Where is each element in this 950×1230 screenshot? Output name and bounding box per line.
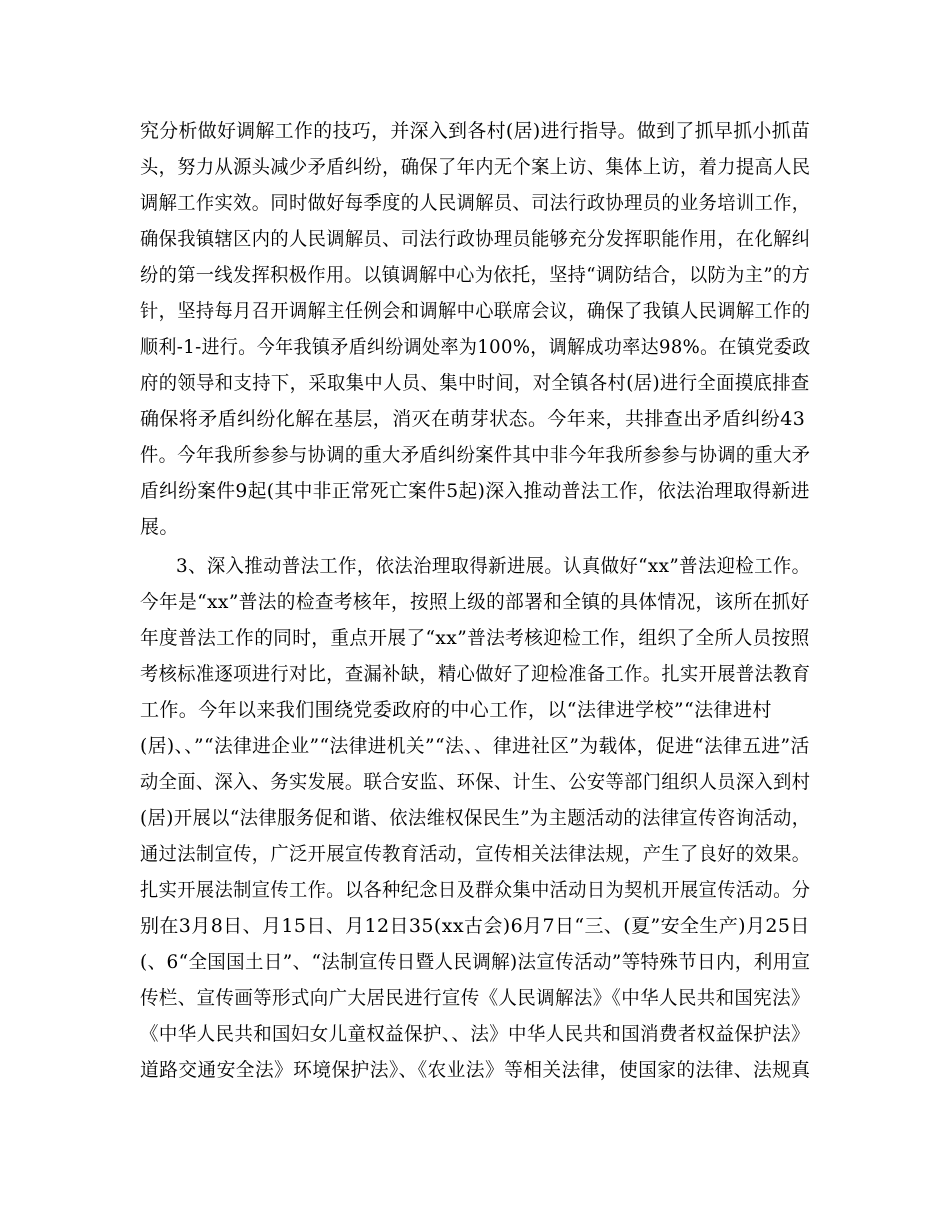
text-line: 年度普法工作的同时，重点开展了“xx”普法考核迎检工作，组织了全所人员按照 [140, 627, 810, 649]
text-line: 确保将矛盾纠纷化解在基层，消灭在萌芽状态。今年来，共排查出矛盾纠纷43 [140, 408, 806, 430]
text-line: 府的领导和支持下，采取集中人员、集中时间，对全镇各村(居)进行全面摸底排查 [140, 372, 810, 394]
text-line: (居)开展以“法律服务促和谐、依法维权保民生”为主题活动的法律宣传咨询活动， [140, 807, 811, 829]
text-line: 针，坚持每月召开调解主任例会和调解中心联席会议，确保了我镇人民调解工作的 [140, 300, 811, 322]
text-line: (居)、、”“法律进企业”“法律进机关”“法、、律进社区”为载体，促进“法律五进”活 [140, 735, 810, 757]
text-line: 道路交通安全法》环境保护法》、《农业法》等相关法律，使国家的法律、法规真 [140, 1059, 811, 1081]
text-line: 展。 [140, 516, 179, 538]
text-line: 盾纠纷案件9起(其中非正常死亡案件5起)深入推动普法工作，依法治理取得新进 [140, 480, 810, 502]
text-line: 头，努力从源头减少矛盾纠纷，确保了年内无个案上访、集体上访，着力提高人民 [140, 156, 811, 178]
paragraph-heading: 3、深入推动普法工作，依法治理取得新进展。认真做好“xx”普法迎检工作。 [176, 555, 811, 577]
text-line: 工作。今年以来我们围绕党委政府的中心工作，以“法律进学校”“法律进村 [140, 699, 772, 721]
text-line: 件。今年我所参参与协调的重大矛盾纠纷案件其中非今年我所参参与协调的重大矛 [140, 444, 811, 466]
text-line: 传栏、宣传画等形式向广大居民进行宣传《人民调解法》《中华人民共和国宪法》 [140, 987, 810, 1009]
text-line: 究分析做好调解工作的技巧，并深入到各村(居)进行指导。做到了抓早抓小抓苗 [140, 120, 811, 142]
text-line: 确保我镇辖区内的人民调解员、司法行政协理员能够充分发挥职能作用，在化解纠 [140, 228, 811, 250]
text-line: 《中华人民共和国妇女儿童权益保护、、法》中华人民共和国消费者权益保护法》 [140, 1023, 810, 1045]
text-line: 今年是“xx”普法的检查考核年，按照上级的部署和全镇的具体情况，该所在抓好 [140, 591, 810, 613]
text-line: 考核标准逐项进行对比，查漏补缺，精心做好了迎检准备工作。扎实开展普法教育 [140, 663, 811, 685]
text-line: 纷的第一线发挥积极作用。以镇调解中心为依托，坚持“调防结合，以防为主”的方 [140, 264, 811, 286]
text-line: 通过法制宣传，广泛开展宣传教育活动，宣传相关法律法规，产生了良好的效果。 [140, 843, 811, 865]
text-line: 顺利-1-进行。今年我镇矛盾纠纷调处率为100%，调解成功率达98%。在镇党委政 [140, 336, 811, 358]
text-line: 别在3月8日、月15日、月12日35(xx古会)6月7日“三、(夏”安全生产)月25日 [140, 915, 810, 937]
text-line: 动全面、深入、务实发展。联合安监、环保、计生、公安等部门组织人员深入到村 [140, 771, 811, 793]
text-line: 扎实开展法制宣传工作。以各种纪念日及群众集中活动日为契机开展宣传活动。分 [140, 879, 811, 901]
text-line: 调解工作实效。同时做好每季度的人民调解员、司法行政协理员的业务培训工作， [140, 192, 811, 214]
text-line: (、6“全国国土日”、“法制宣传日暨人民调解)法宣传活动”等特殊节日内，利用宣 [140, 951, 811, 973]
